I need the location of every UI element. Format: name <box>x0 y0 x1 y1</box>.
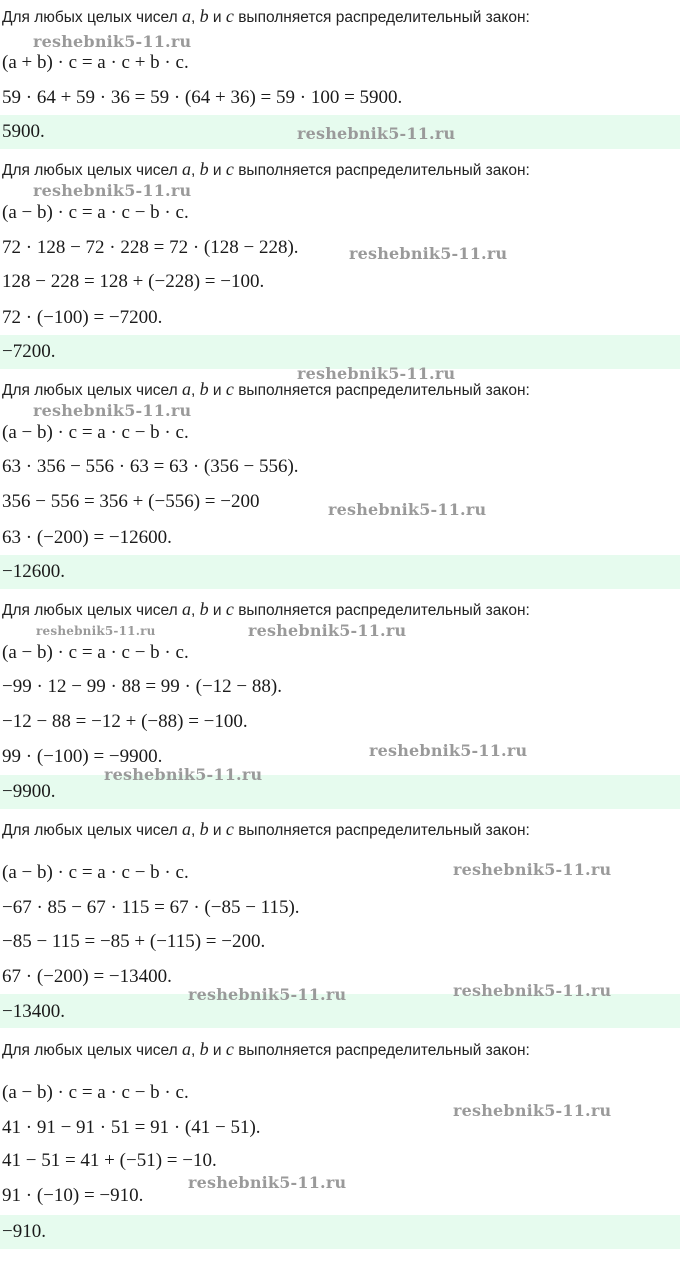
intro-and: и <box>208 1042 226 1059</box>
formula-line: (a + b) · c = a · c + b · c. <box>2 52 189 73</box>
var-a: a <box>181 819 191 839</box>
intro-before: Для любых целых чисел <box>2 162 182 179</box>
watermark: reshebnik5-11.ru <box>188 985 347 1004</box>
intro-text <box>2 599 530 620</box>
var-b: b <box>199 599 209 619</box>
answer-bar <box>0 775 680 809</box>
watermark: reshebnik5-11.ru <box>453 1101 612 1120</box>
calc-line: 59 · 64 + 59 · 36 = 59 · (64 + 36) = 59 · 100 = 5900. <box>2 87 403 108</box>
var-b: b <box>199 6 209 26</box>
calc-line: 67 · (−200) = −13400. <box>2 966 172 987</box>
intro-text <box>2 819 530 840</box>
intro-comma: , <box>190 602 200 619</box>
var-c: c <box>225 379 234 399</box>
intro-text <box>2 159 530 180</box>
var-b: b <box>199 819 209 839</box>
var-b: b <box>199 1039 209 1059</box>
calc-line: −67 · 85 − 67 · 115 = 67 · (−85 − 115). <box>2 897 300 918</box>
watermark: reshebnik5-11.ru <box>297 124 456 143</box>
intro-after: выполняется распределительный закон: <box>233 1042 530 1059</box>
calc-line: −12 − 88 = −12 + (−88) = −100. <box>2 711 248 732</box>
intro-comma: , <box>190 822 200 839</box>
watermark: reshebnik5-11.ru <box>349 244 508 263</box>
watermark: reshebnik5-11.ru <box>369 741 528 760</box>
intro-comma: , <box>190 382 200 399</box>
watermark: reshebnik5-11.ru <box>188 1173 347 1192</box>
calc-line: 128 − 228 = 128 + (−228) = −100. <box>2 271 265 292</box>
formula-line: (a − b) · c = a · c − b · c. <box>2 1082 189 1103</box>
intro-comma: , <box>190 162 200 179</box>
intro-before: Для любых целых чисел <box>2 1042 182 1059</box>
watermark: reshebnik5-11.ru <box>36 624 156 638</box>
intro-and: и <box>208 9 226 26</box>
intro-and: и <box>208 162 226 179</box>
var-c: c <box>225 1039 234 1059</box>
watermark: reshebnik5-11.ru <box>248 621 407 640</box>
calc-line: 99 · (−100) = −9900. <box>2 746 163 767</box>
watermark: reshebnik5-11.ru <box>297 364 456 383</box>
intro-before: Для любых целых чисел <box>2 382 182 399</box>
intro-after: выполняется распределительный закон: <box>233 9 530 26</box>
intro-and: и <box>208 382 226 399</box>
formula-line: (a − b) · c = a · c − b · c. <box>2 642 189 663</box>
calc-line: −85 − 115 = −85 + (−115) = −200. <box>2 931 266 952</box>
var-a: a <box>181 599 191 619</box>
var-a: a <box>181 1039 191 1059</box>
intro-before: Для любых целых чисел <box>2 822 182 839</box>
intro-after: выполняется распределительный закон: <box>233 822 530 839</box>
calc-line: 41 · 91 − 91 · 51 = 91 · (41 − 51). <box>2 1117 261 1138</box>
watermark: reshebnik5-11.ru <box>453 981 612 1000</box>
formula-line: (a − b) · c = a · c − b · c. <box>2 862 189 883</box>
var-a: a <box>181 159 191 179</box>
var-c: c <box>225 819 234 839</box>
watermark: reshebnik5-11.ru <box>33 32 192 51</box>
intro-after: выполняется распределительный закон: <box>233 382 530 399</box>
intro-text <box>2 6 530 27</box>
calc-line: 63 · 356 − 556 · 63 = 63 · (356 − 556). <box>2 456 299 477</box>
watermark: reshebnik5-11.ru <box>328 500 487 519</box>
var-b: b <box>199 159 209 179</box>
intro-after: выполняется распределительный закон: <box>233 162 530 179</box>
intro-and: и <box>208 822 226 839</box>
answer-text: −7200. <box>2 341 56 362</box>
answer-bar <box>0 555 680 589</box>
var-c: c <box>225 159 234 179</box>
watermark: reshebnik5-11.ru <box>33 181 192 200</box>
formula-line: (a − b) · c = a · c − b · c. <box>2 422 189 443</box>
var-c: c <box>225 599 234 619</box>
watermark: reshebnik5-11.ru <box>104 765 263 784</box>
watermark: reshebnik5-11.ru <box>33 401 192 420</box>
calc-line: 63 · (−200) = −12600. <box>2 527 172 548</box>
intro-before: Для любых целых чисел <box>2 602 182 619</box>
answer-text: −9900. <box>2 781 56 802</box>
answer-text: 5900. <box>2 121 45 142</box>
calc-line: −99 · 12 − 99 · 88 = 99 · (−12 − 88). <box>2 676 282 697</box>
answer-text: −13400. <box>2 1001 65 1022</box>
calc-line: 72 · (−100) = −7200. <box>2 307 163 328</box>
var-c: c <box>225 6 234 26</box>
var-b: b <box>199 379 209 399</box>
intro-and: и <box>208 602 226 619</box>
calc-line: 91 · (−10) = −910. <box>2 1185 144 1206</box>
formula-line: (a − b) · c = a · c − b · c. <box>2 202 189 223</box>
calc-line: 41 − 51 = 41 + (−51) = −10. <box>2 1150 217 1171</box>
intro-text <box>2 1039 530 1060</box>
calc-line: 72 · 128 − 72 · 228 = 72 · (128 − 228). <box>2 237 299 258</box>
watermark: reshebnik5-11.ru <box>453 860 612 879</box>
intro-comma: , <box>190 9 200 26</box>
intro-after: выполняется распределительный закон: <box>233 602 530 619</box>
calc-line: 356 − 556 = 356 + (−556) = −200 <box>2 491 260 512</box>
answer-text: −12600. <box>2 561 65 582</box>
var-a: a <box>181 379 191 399</box>
var-a: a <box>181 6 191 26</box>
answer-bar <box>0 1215 680 1249</box>
answer-text: −910. <box>2 1221 46 1242</box>
intro-comma: , <box>190 1042 200 1059</box>
intro-before: Для любых целых чисел <box>2 9 182 26</box>
